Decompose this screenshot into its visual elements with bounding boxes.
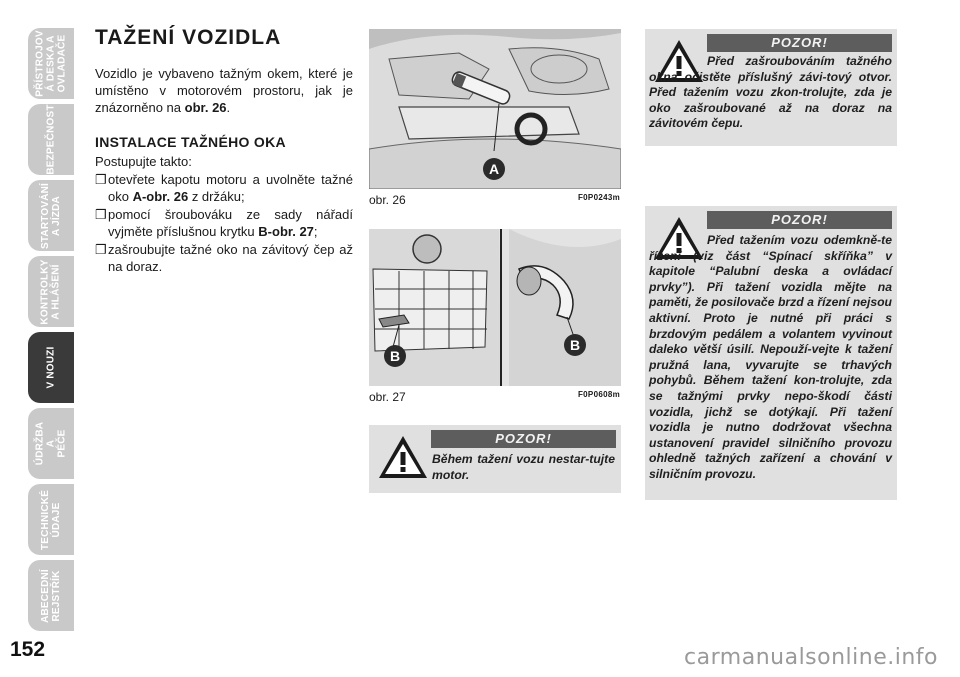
warning-text: Během tažení vozu nestar-tujte motor. [432,452,615,482]
tab-technicke-udaje[interactable] [28,484,74,555]
tab-udrzba[interactable] [28,408,74,479]
list-item: ❒ pomocí šroubováku ze sady nářadí vyjměte příslušnou krytku B-obr. 27; [95,207,353,239]
tab-label: TECHNICKÉ ÚDAJE [40,489,63,550]
callout-b-left: B [384,345,406,367]
figure-27-bumper [369,229,621,386]
tab-label: STARTOVÁNÍ A JÍZDA [40,182,63,249]
tab-v-nouzi[interactable] [28,332,74,403]
figure-27-caption: obr. 27 [369,390,406,404]
tab-label: ÚDRŽBA A PÉČE [34,421,68,466]
install-lead: Postupujte takto: [95,154,192,169]
checkbox-bullet-icon: ❒ [95,242,107,257]
callout-a: A [483,158,505,180]
tab-rejstrik[interactable] [28,560,74,631]
warning-heading: POZOR! [431,430,616,448]
footer-watermark: carmanualsonline.info [684,645,938,670]
tab-label: PŘÍSTROJOV Á DESKA A OVLADAČE [34,30,68,97]
tab-label: BEZPEČNOST [45,104,57,175]
figure-26-engine-bay [369,29,621,189]
tab-kontrolky[interactable] [28,256,74,327]
figure-26-code: F0P0243m [578,193,620,202]
warning-box-towing [645,206,897,500]
intro-paragraph: Vozidlo je vybaveno tažným okem, které je umístěno v motorovém prostoru, jak je znázorněno na obr. 26. [95,66,353,115]
page-number: 152 [10,638,46,661]
bumper-illustration [369,229,621,386]
figure-26-caption: obr. 26 [369,193,406,207]
tab-label: V NOUZI [45,346,57,389]
warning-triangle-icon [377,434,429,480]
tab-startovani[interactable] [28,180,74,251]
figure-reference: obr. 26 [184,100,227,115]
warning-heading: POZOR! [707,34,892,52]
warning-box-engine [369,425,621,493]
warning-heading: POZOR! [707,211,892,229]
tab-label: ABECEDNÍ REJSTŘÍK [40,568,63,623]
tab-label: KONTROLKY A HLÁŠENÍ [40,258,63,325]
figure-27-code: F0P0608m [578,390,620,399]
page-title: TAŽENÍ VOZIDLA [95,26,282,49]
callout-b-right: B [564,334,586,356]
section-heading: INSTALACE TAŽNÉHO OKA [95,134,286,150]
warning-text: Před tažením vozu odemkně-te řízení (viz část “Spínací skříňka” v kapitole “Palubní deska a ovládací prvky”). Při tažení vozidla mějte na paměti, že posilovače brzd a řízení nejsou aktivní. Proto je nutné při práci s brzdovým pedálem a volantem vyvinout daleko větší úsilí. Nepouží-vejte k tažení pružná lana, vyvarujte se trhavých pohybů. Během tažení kon-trolujte, zda se tažnými prvky nepo-škodí části vozidla, jichž se dotýkají. Při tažení vozidla je nutno dodržovat všechna ustanovení pravidel silničního provozu ohledně tažných zařízení a chování v silničním provozu. [649,233,892,481]
checkbox-bullet-icon: ❒ [95,207,107,222]
warning-text: Před zašroubováním tažného okna očistěte příslušný závi-tový otvor. Před tažením vozu zkon-trolujte, zda je oko zašroubované až na doraz na závitovém čepu. [649,54,892,131]
main-text-column [95,26,353,275]
list-item: ❒ zašroubujte tažné oko na závitový čep až na doraz. [95,242,353,274]
list-item: ❒ otevřete kapotu motoru a uvolněte tažné oko A-obr. 26 z držáku; [95,172,353,204]
checkbox-bullet-icon: ❒ [95,172,107,187]
tab-bezpecnost[interactable] [28,104,74,175]
warning-box-thread [645,29,897,146]
tab-pristrojova-deska[interactable] [28,28,74,99]
